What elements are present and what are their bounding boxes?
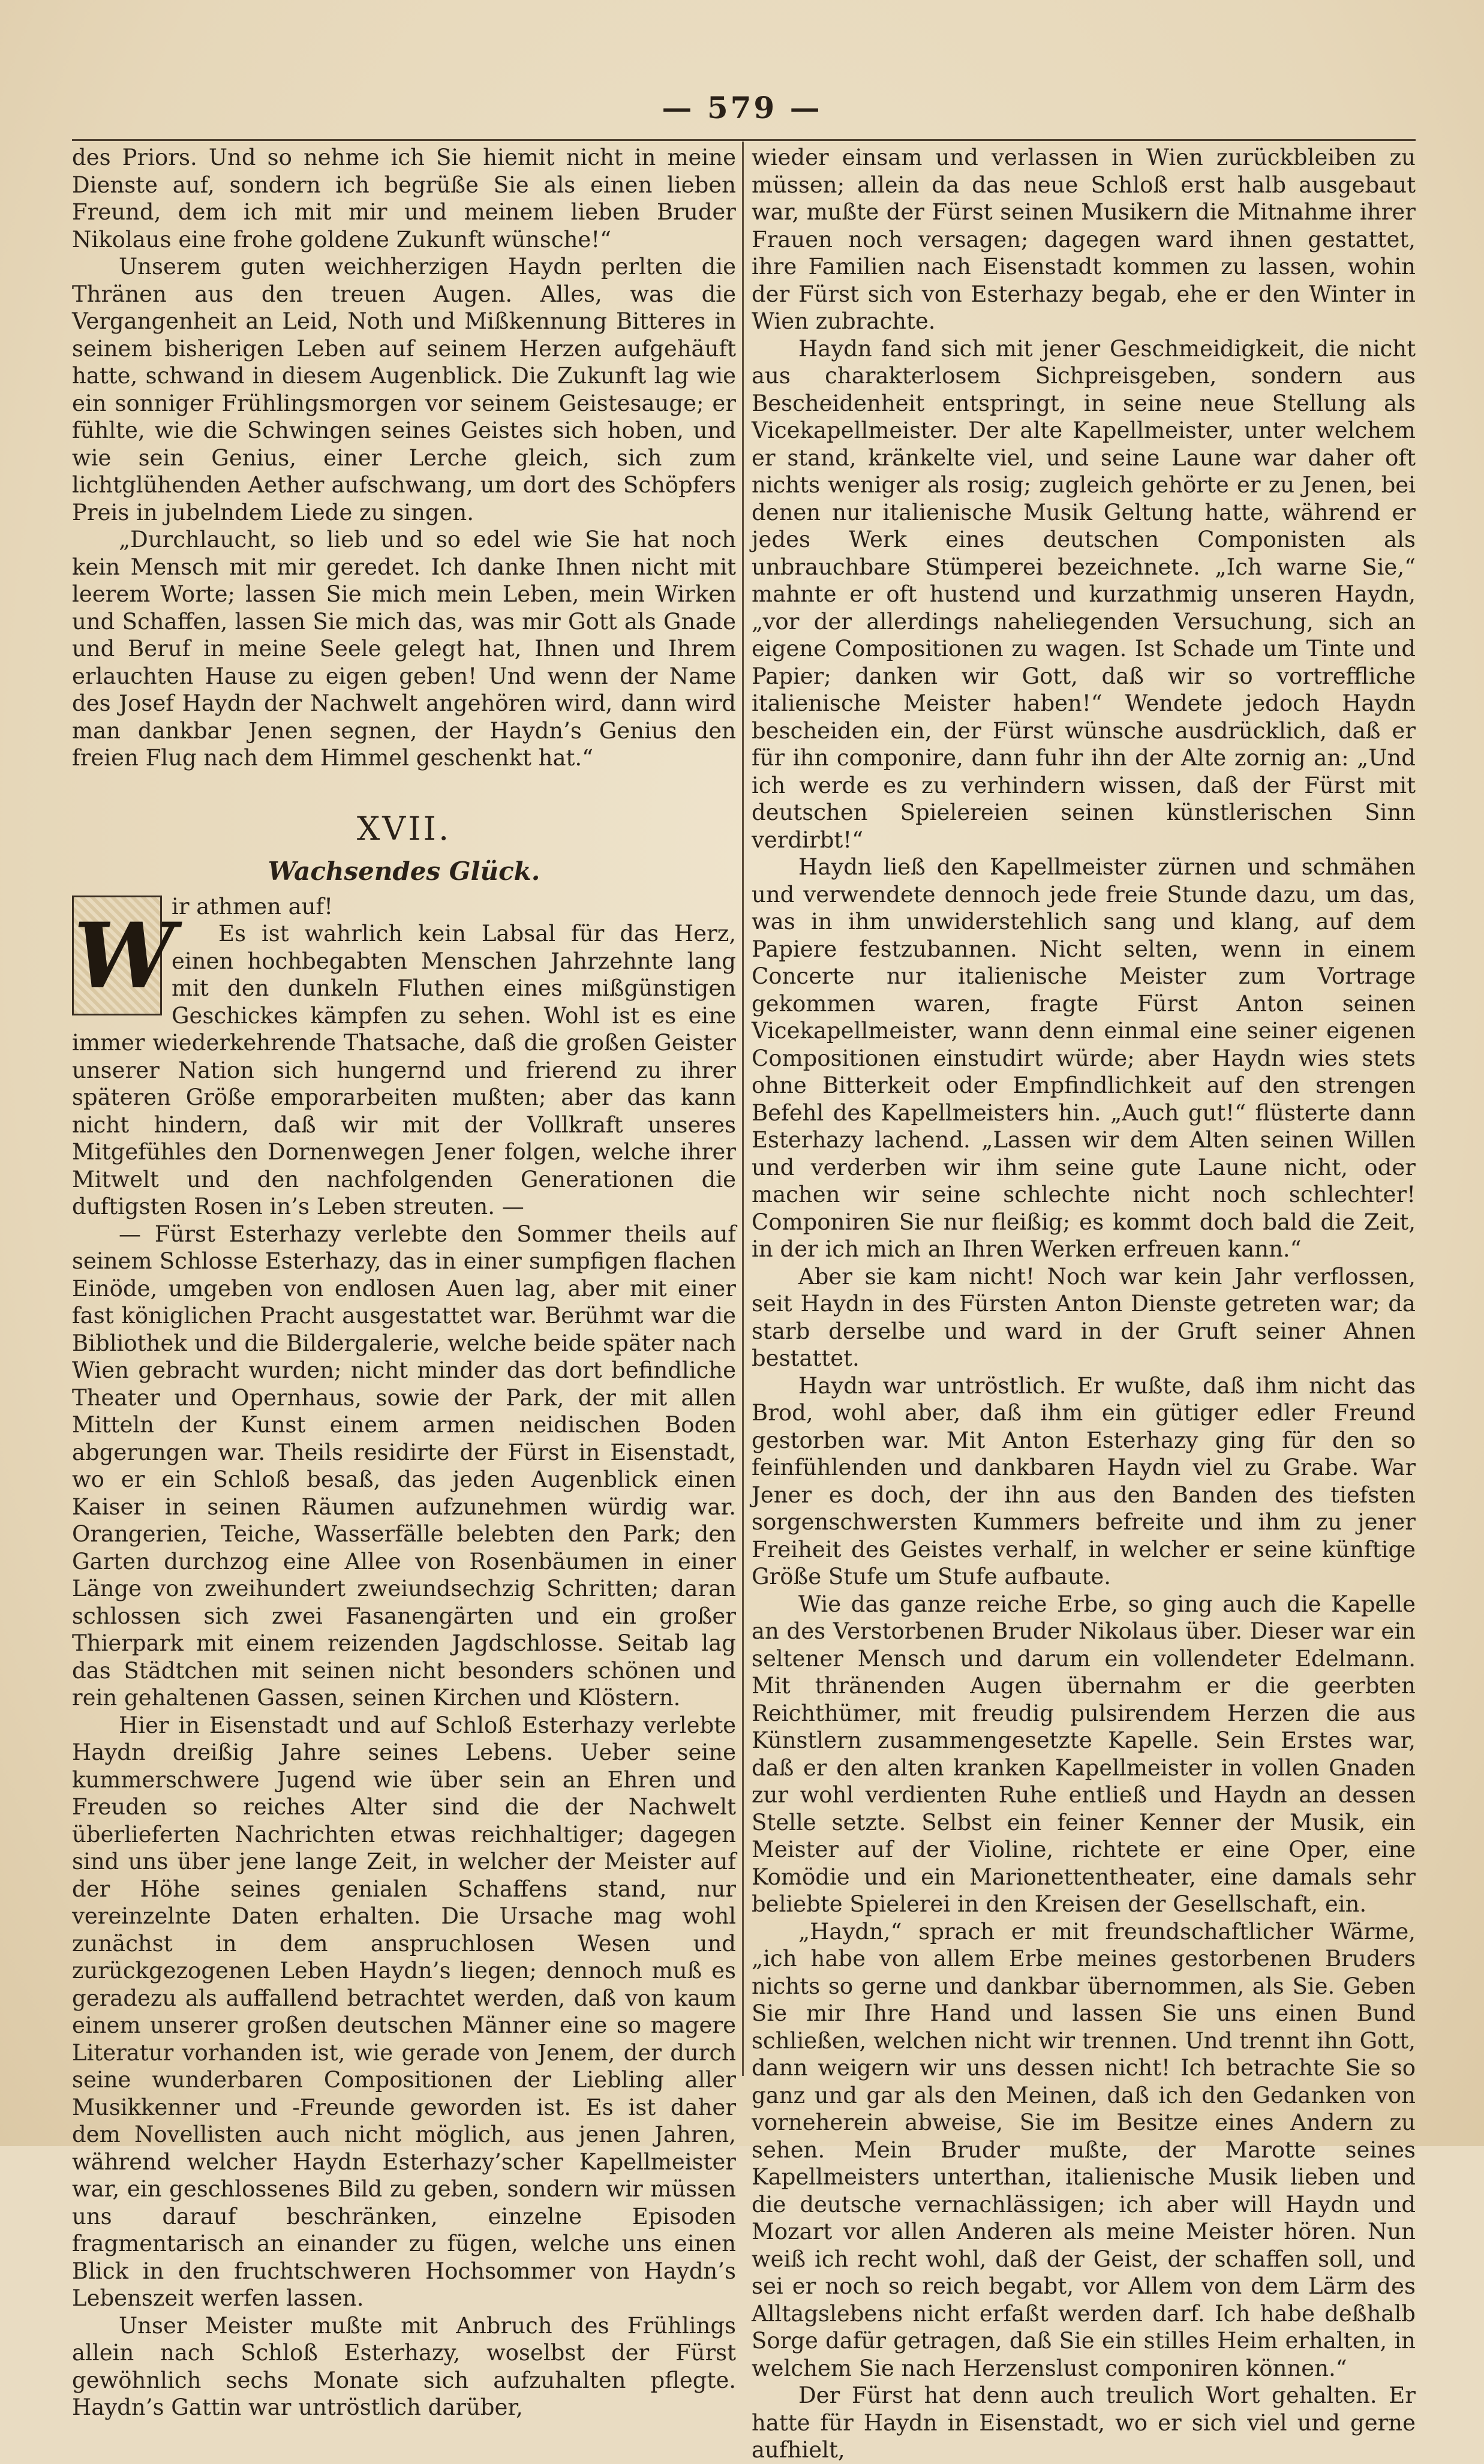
- column-divider: [742, 142, 744, 2076]
- left-column: [72, 144, 736, 2420]
- paragraph: Haydn ließ den Kapellmeister zürnen und schmähen und verwendete dennoch jede freie Stunde dazu, um das, was in ihm unwiderstehlich sang und klang, auf dem Papiere festzubannen. Nicht selten, wenn in einem Concerte nur italienische Meister zum Vortrage gekommen waren, fragte Fürst Anton seinen Vicekapellmeister, wann denn einmal eine seiner eigenen Compositionen einstudirt würde; aber Haydn wies stets ohne Bitterkeit oder Empfindlichkeit auf den strengen Befehl des Kapellmeisters hin. „Auch gut!“ flüsterte dann Esterhazy lachend. „Lassen wir dem Alten seinen Willen und verderben wir ihm seine gute Laune nicht, oder machen wir seine schlechte nicht noch schlechter! Componiren Sie nur fleißig; es kommt doch bald die Zeit, in der ich mich an Ihren Werken erfreuen kann.“: [752, 854, 1416, 1262]
- paragraph: „Durchlaucht, so lieb und so edel wie Sie hat noch kein Mensch mit mir geredet. Ich danke Ihnen nicht mit leerem Worte; lassen Sie mich mein Leben, mein Wirken und Schaffen, lassen Sie mich das, was mir Gott als Gnade und Beruf in meine Seele gelegt hat, Ihnen und Ihrem erlauchten Hause zu eigen geben! Und wenn der Name des Josef Haydn der Nachwelt angehören wird, dann wird man dankbar Jenen segnen, der Haydn’s Genius den freien Flug nach dem Himmel geschenkt hat.“: [72, 527, 736, 771]
- right-column-paragraphs: [752, 144, 1416, 2464]
- dropcap-letter: W: [74, 903, 175, 1009]
- right-column: [752, 144, 1416, 2463]
- paragraph: Es ist wahrlich kein Labsal für das Herz, einen hochbegabten Menschen Jahrzehnte lang mit den dunkeln Fluthen eines mißgünstigen Geschickes kämpfen zu sehen. Wohl ist es eine immer wiederkehrende Thatsache, daß die großen Geister unserer Nation sich hungernd und frierend zu ihrer späteren Größe emporarbeiten mußten; aber das kann nicht hindern, daß wir mit der Vollkraft unseres Mitgefühles den Dornenwegen Jener folgen, welche ihrer Mitwelt und den nachfolgenden Generationen die duftigsten Rosen in’s Leben streuten. —: [72, 921, 736, 1219]
- paragraph: ir athmen auf!: [172, 893, 334, 920]
- paragraph: „Haydn,“ sprach er mit freundschaftlicher Wärme, „ich habe von allem Erbe meines gestorbenen Bruders nichts so gerne und dankbar übernommen, als Sie. Geben Sie mir Ihre Hand und lassen Sie uns einen Bund schließen, welchen nicht wir trennen. Und trennt ihn Gott, dann weigern wir uns dessen nicht! Ich betrachte Sie so ganz und gar als den Meinen, daß ich den Gedanken von vorneherein abweise, Sie im Besitze eines Andern zu sehen. Mein Bruder mußte, der Marotte seines Kapellmeisters unterthan, italienische Musik lieben und die deutsche vernachlässigen; ich aber will Haydn und Mozart vor allen Anderen als meine Meister hören. Nun weiß ich recht wohl, daß der Geist, der schaffen soll, und sei er noch so reich begabt, vor Allem von dem Lärm des Alltagslebens nicht erfaßt werden darf. Ich habe deßhalb Sorge dafür getragen, daß Sie ein stilles Heim erhalten, in welchem Sie nach Herzenslust componiren können.“: [752, 1918, 1416, 2381]
- paragraph: Haydn war untröstlich. Er wußte, daß ihm nicht das Brod, wohl aber, daß ihm ein gütiger edler Freund gestorben war. Mit Anton Esterhazy ging für den so feinfühlenden und dankbaren Haydn viel zu Grabe. War Jener es doch, der ihn aus den Banden des tiefsten sorgenschwersten Kummers befreite und ihm zu jener Freiheit des Geistes verhalf, in welcher er seine künftige Größe Stufe um Stufe aufbaute.: [752, 1372, 1416, 1589]
- paragraph: Unserem guten weichherzigen Haydn perlten die Thränen aus den treuen Augen. Alles, was die Vergangenheit an Leid, Noth und Mißkennung Bitteres in seinem bisherigen Leben auf seinem Herzen aufgehäuft hatte, schwand in diesem Augenblick. Die Zukunft lag wie ein sonniger Frühlingsmorgen vor seinem Geistesauge; er fühlte, wie die Schwingen seines Geistes sich hoben, und wie sein Genius, einer Lerche gleich, sich zum lichtglühenden Aether aufschwang, um dort des Schöpfers Preis in jubelndem Liede zu singen.: [72, 254, 736, 525]
- paragraph: Der Fürst hat denn auch treulich Wort gehalten. Er hatte für Haydn in Eisenstadt, wo er sich viel und gerne aufhielt,: [752, 2382, 1416, 2463]
- paragraph: Wie das ganze reiche Erbe, so ging auch die Kapelle an des Verstorbenen Bruder Nikolaus über. Dieser war ein seltener Mensch und darum ein vollendeter Edelmann. Mit thränenden Augen übernahm er die geerbten Reichthümer, mit freudig pulsirendem Herzen die aus Künstlern zusammengesetzte Kapelle. Sein Erstes war, daß er den alten kranken Kapellmeister in vollen Gnaden zur wohl verdienten Ruhe entließ und Haydn an dessen Stelle setzte. Selbst ein feiner Kenner der Musik, ein Meister auf der Violine, richtete er eine Oper, eine Komödie und ein Marionettentheater, eine damals sehr beliebte Spielerei in den Kreisen der Gesellschaft, ein.: [752, 1591, 1416, 1917]
- chapter-number: XVII.: [356, 809, 452, 848]
- chapter-body: [72, 893, 736, 2421]
- chapter-paragraphs: [72, 893, 736, 2421]
- paragraph: des Priors. Und so nehme ich Sie hiemit nicht in meine Dienste auf, sondern ich begrüße Sie als einen lieben Freund, dem ich mit mir und meinem lieben Bruder Nikolaus eine frohe goldene Zukunft wünsche!“: [72, 145, 736, 253]
- ornamental-dropcap: [72, 896, 175, 1015]
- paragraph: — Fürst Esterhazy verlebte den Sommer theils auf seinem Schlosse Esterhazy, das in einer sumpfigen flachen Einöde, umgeben von endlosen Auen lag, aber mit einer fast königlichen Pracht ausgestattet war. Berühmt war die Bibliothek und die Bildergalerie, welche beide später nach Wien gebracht wurden; nicht minder das dort befindliche Theater und Opernhaus, sowie der Park, der mit allen Mitteln der Kunst einem armen neidischen Boden abgerungen war. Theils residirte der Fürst in Eisenstadt, wo er ein Schloß besaß, das jeden Augenblick einen Kaiser in seinen Räumen aufzunehmen würdig war. Orangerien, Teiche, Wasserfälle belebten den Park; den Garten durchzog eine Allee von Rosenbäumen in einer Länge von zweihundert zweiundsechzig Schritten; daran schlossen sich zwei Fasanengärten und ein großer Thierpark mit einem reizenden Jagdschlosse. Seitab lag das Städtchen mit seinen nicht besonders schönen und rein gehaltenen Gassen, seinen Kirchen und Klöstern.: [72, 1221, 736, 1711]
- paragraph: wieder einsam und verlassen in Wien zurückbleiben zu müssen; allein da das neue Schloß erst halb ausgebaut war, mußte der Fürst seinen Musikern die Mitnahme ihrer Frauen noch versagen; dagegen ward ihnen gestattet, ihre Familien nach Eisenstadt kommen zu lassen, wohin der Fürst sich von Esterhazy begab, ehe er den Winter in Wien zubrachte.: [752, 145, 1416, 334]
- header-rule: [72, 139, 1416, 141]
- left-column-paragraphs: [72, 144, 736, 772]
- chapter-title: Wachsendes Glück.: [268, 856, 540, 886]
- paragraph: Aber sie kam nicht! Noch war kein Jahr verflossen, seit Haydn in des Fürsten Anton Dienste getreten war; da starb derselbe und ward in der Gruft seiner Ahnen bestattet.: [752, 1263, 1416, 1371]
- paragraph: Haydn fand sich mit jener Geschmeidigkeit, die nicht aus charakterlosem Sichpreisgeben, sondern aus Bescheidenheit entspringt, in seine neue Stellung als Vicekapellmeister. Der alte Kapellmeister, unter welchem er stand, kränkelte viel, und seine Laune war daher oft nichts weniger als rosig; zugleich gehörte er zu Jenen, bei denen nur italienische Musik Geltung hatte, während er jedes Werk eines deutschen Componisten als unbrauchbare Stümperei bezeichnete. „Ich warne Sie,“ mahnte er oft hustend und kurzathmig unseren Haydn, „vor der allerdings naheliegenden Versuchung, sich an eigene Compositionen zu wagen. Ist Schade um Tinte und Papier; danken wir Gott, daß wir so vortreffliche italienische Meister haben!“ Wendete jedoch Haydn bescheiden ein, der Fürst wünsche ausdrücklich, daß er für ihn componire, dann fuhr ihn der Alte zornig an: „Und ich werde es zu verhindern wissen, daß der Fürst mit deutschen Spielereien seinen künstlerischen Sinn verdirbt!“: [752, 335, 1416, 853]
- paragraph: Hier in Eisenstadt und auf Schloß Esterhazy verlebte Haydn dreißig Jahre seines Lebens. Ueber seine kummerschwere Jugend wie über sein an Ehren und Freuden so reiches Alter sind die der Nachwelt überlieferten Nachrichten etwas reichhaltiger; dagegen sind uns über jene lange Zeit, in welcher der Meister auf der Höhe seines genialen Schaffens stand, nur vereinzelnte Daten erhalten. Die Ursache mag wohl zunächst in dem anspruchlosen Wesen und zurückgezogenen Leben Haydn’s liegen; dennoch muß es geradezu als auffallend betrachtet werden, daß von kaum einem unserer großen deutschen Männer eine so magere Literatur vorhanden ist, wie gerade von Jenem, der durch seine wunderbaren Compositionen der Liebling aller Musikkenner und -Freunde geworden ist. Es ist daher dem Novellisten auch nicht möglich, aus jenen Jahren, während welcher Haydn Esterhazy’scher Kapellmeister war, ein geschlossenes Bild zu geben, sondern wir müssen uns darauf beschränken, einzelne Episoden fragmentarisch an einander zu fügen, welche uns einen Blick in den fruchtschweren Hochsommer von Haydn’s Lebenszeit werfen lassen.: [72, 1712, 736, 2311]
- page-number: — 579 —: [662, 90, 822, 125]
- paragraph: Unser Meister mußte mit Anbruch des Frühlings allein nach Schloß Esterhazy, woselbst der Fürst gewöhnlich sechs Monate sich aufzuhalten pflegte. Haydn’s Gattin war untröstlich darüber,: [72, 2312, 736, 2420]
